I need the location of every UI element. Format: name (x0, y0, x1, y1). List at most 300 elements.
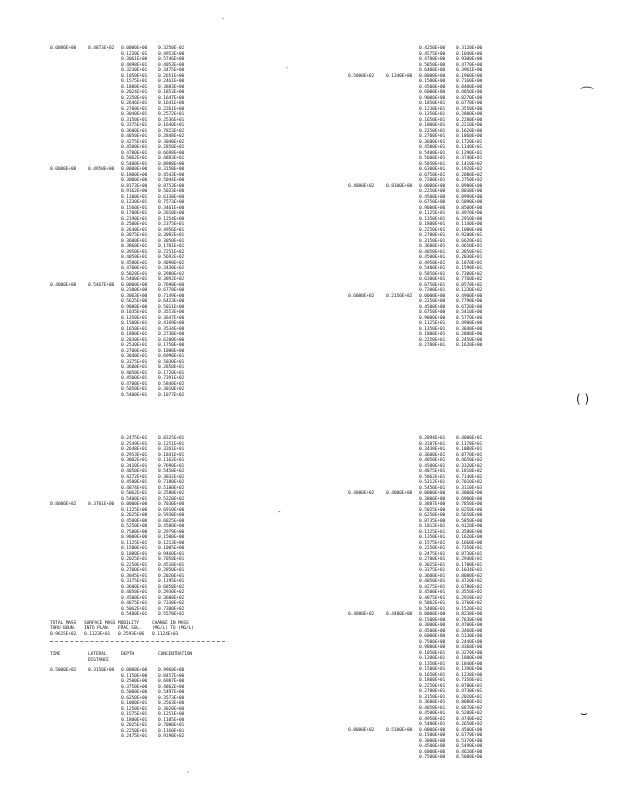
table-cell: 0.4000E+00 (386, 491, 413, 496)
table-cell: 0.2640E+01 (121, 227, 148, 233)
table-cell: 0.5490E+00 (456, 744, 483, 749)
table-cell (50, 658, 88, 664)
table-cell: 0.2375E+01 (158, 222, 185, 227)
table-cell: 0.7380E+02 (158, 606, 185, 612)
table-cell: 0.3061E+00 (121, 57, 148, 62)
table-cell: 0.4500E+01 (419, 463, 446, 469)
table-cell: 0.7180E+02 (158, 480, 185, 485)
table-cell: 0.5020E+01 (121, 271, 148, 277)
table-cell: 0.3050E+01 (158, 238, 185, 244)
table-cell: 0.5450E+02 (158, 469, 185, 474)
table-cell: 0.4050E+01 (121, 255, 148, 260)
table-cell: 0.2250E+01 (419, 683, 446, 689)
table-cell: 0.5180E+02 (158, 485, 185, 491)
table-cell: 0.9000E+00 (121, 535, 148, 540)
table-cell: 0.3040E+02 (158, 139, 185, 145)
table-cell: 0.1040E+00 (456, 51, 483, 57)
table-cell: 0.7760E+02 (456, 277, 483, 282)
table-cell: 0.4275E+01 (121, 139, 148, 145)
table-cell: 0.2475E+01 (419, 551, 446, 557)
table-cell: 0.0000E+00 (419, 183, 446, 189)
table-cell: 0.4050E+01 (419, 458, 446, 463)
table-cell: 0.3150E+01 (121, 117, 148, 123)
table-cell: 0.3600E+01 (419, 244, 446, 249)
table-cell: 0.2894E+01 (419, 436, 446, 441)
table-cell: 0.3550E+02 (456, 590, 483, 595)
corner-mark-top-right: ⌒ (580, 87, 594, 103)
table-cell: 0.3600E+01 (121, 365, 148, 370)
table-cell (158, 658, 190, 664)
table-cell: 0.4874E+01 (121, 485, 148, 491)
table-cell: 0.5000E+02 (348, 73, 375, 79)
table-cell: 0.2500E+01 (121, 222, 148, 227)
table-cell: 0.2010E+00 (158, 211, 185, 216)
table-cell: 0.4510E+01 (158, 562, 185, 568)
table-cell: 0.3040E+01 (121, 112, 148, 117)
table-cell: 0.1650E+01 (121, 326, 148, 332)
table-cell: 0.7500E+00 (419, 639, 446, 645)
table-cell: 0.1034E+01 (456, 568, 483, 573)
table-cell: 0.3150E+00 (88, 668, 115, 673)
table-cell: 0.4275E+01 (419, 584, 446, 590)
table-cell: 0.4050E+01 (121, 134, 148, 139)
table-cell: 0.2651E+00 (158, 73, 185, 79)
table-cell: 0.6670E+02 (456, 705, 483, 711)
table-cell: 0.3320E+02 (456, 463, 483, 469)
table-cell: 0.2440E+00 (456, 639, 483, 645)
table-cell: 0.8500E+00 (456, 205, 483, 211)
table-cell: 0.3600E+01 (121, 238, 148, 244)
table-cell: 0.2700E+01 (121, 106, 148, 112)
table-cell: 0.1800E+01 (419, 123, 446, 128)
table-cell: 0.8080E+02 (456, 573, 483, 579)
table-cell: 0.3961E+00 (456, 68, 483, 73)
table-cell: 0.5320E+02 (158, 496, 185, 502)
table-cell: 0.1012E+01 (419, 524, 446, 529)
table-cell: 0.5130E+00 (456, 634, 483, 639)
table-cell: 0.5600E+01 (419, 156, 446, 161)
table-cell: 0.9000E+00 (121, 304, 148, 310)
table-cell: 0.0000E+00 (419, 612, 446, 617)
table-cell: 0.4700E+01 (121, 266, 148, 271)
table-cell: 0.2250E+01 (419, 546, 446, 551)
table-cell: 0.5044E+00 (158, 178, 185, 183)
table-cell: 0.3375E+01 (419, 568, 446, 573)
table-cell: 0.4500E+01 (121, 260, 148, 266)
table-cell: 0.1125E+01 (419, 321, 446, 326)
table-cell: 0.2020E+01 (456, 694, 483, 700)
table-cell: 0.0000E+00 (121, 46, 148, 51)
table-cell: 0.4620E+00 (456, 749, 483, 755)
table-cell: 0.1640E+01 (158, 123, 185, 128)
table-cell: 0.3887E+00 (419, 502, 446, 507)
table-cell: 0.6620E+01 (456, 238, 483, 244)
table-cell: LATERAL (88, 652, 107, 657)
table-cell: 0.4950E+01 (419, 260, 446, 266)
table-cell: 0.6910E+00 (158, 507, 185, 513)
table-cell: 0.6000E+00 (419, 634, 446, 639)
table-cell (88, 734, 121, 740)
table-cell: 0.1077E+02 (158, 392, 185, 398)
table-cell: 0.4050E+01 (419, 705, 446, 711)
table-cell: 0.1254E+00 (158, 216, 185, 222)
table-cell: 0.0000E+00 (50, 167, 77, 172)
table-cell: 0.1290E+01 (456, 150, 483, 156)
table-cell: 0.1560E+01 (121, 205, 148, 211)
table-cell: 0.8270E+00 (456, 95, 483, 101)
table-cell: 0.2475E+01 (121, 436, 148, 441)
table-cell: 0.0000E+00 (121, 668, 148, 673)
table-cell: 0.1700E+01 (456, 562, 483, 568)
table-cell: 0.0000E+00 (121, 167, 148, 172)
table-cell: 0.1880E+00 (456, 656, 483, 661)
table-cell: 0.2250E+01 (419, 227, 446, 233)
table-cell: 0.1350E+01 (121, 315, 148, 321)
table-cell: 0.5625E+00 (121, 299, 148, 304)
table-cell: CONCENTRATION (158, 652, 193, 657)
table-cell (50, 612, 88, 618)
table-cell: 0.2250E+01 (121, 95, 148, 101)
table-cell: 0.6423E+00 (158, 299, 185, 304)
table-cell: 0.1340E+00 (386, 73, 413, 79)
table-cell: 0.1200E+01 (419, 656, 446, 661)
table-cell: 0.6770E+00 (456, 733, 483, 738)
table-cell: 0.8400E+00 (456, 84, 483, 90)
table-cell: 0.2700E+01 (419, 557, 446, 562)
table-cell: 0.7080E+01 (158, 723, 185, 728)
dashed-rule (50, 641, 225, 642)
table-cell: 0.2250E+00 (419, 299, 446, 304)
table-cell: 0.3075E+01 (121, 233, 148, 238)
table-cell: 0.3600E+01 (419, 452, 446, 458)
table-cell: 0.1701E+01 (158, 244, 185, 249)
table-cell: 0.1800E+01 (419, 332, 446, 337)
table-cell: 0.2250E+01 (419, 337, 446, 343)
table-cell: 0.1800E+01 (419, 678, 446, 683)
table-cell: 0.2750E+02 (456, 178, 483, 183)
table-cell: 0.2800E+00 (456, 332, 483, 337)
table-cell: 0.2250E+01 (419, 128, 446, 134)
table-cell: 0.4650E+02 (456, 458, 483, 463)
table-cell: 0.3600E+01 (121, 584, 148, 590)
table-cell: 0.3750E+00 (121, 684, 148, 690)
table-cell: 0.4700E+01 (121, 150, 148, 156)
table-cell: 0.5930E+00 (158, 513, 185, 518)
table-cell: 0.7030E+00 (158, 502, 185, 507)
table-cell: 0.0000E+00 (121, 502, 148, 507)
table-cell: 0.4958E+00 (88, 167, 115, 172)
table-cell: 0.3092E+01 (158, 233, 185, 238)
table-cell: 0.3410E+01 (121, 463, 148, 469)
table-cell (121, 658, 158, 664)
table-cell: 0.4956E+01 (158, 227, 185, 233)
table-cell: 0.5062E+01 (121, 606, 148, 612)
table-cell: 0.4770E+00 (456, 62, 483, 68)
table-cell: 0.2953E+01 (121, 452, 148, 458)
table-cell: 0.4050E+01 (121, 370, 148, 376)
table-cell: 0.7200E+01 (419, 288, 446, 293)
table-cell: 0.1140E+00 (456, 222, 483, 227)
table-cell: 0.1250E+01 (121, 706, 148, 712)
table-cell: 0.4500E+00 (419, 744, 446, 749)
table-cell: 0.2475E+01 (121, 734, 148, 739)
table-cell: 0.3375E+01 (121, 123, 148, 128)
table-cell (88, 393, 121, 399)
table-cell: 0.1124E+03 (152, 631, 179, 637)
table-cell: 0.2536E+01 (158, 117, 185, 123)
table-cell: 0.3760E+02 (456, 601, 483, 606)
table-cell: 0.1700E+01 (121, 211, 148, 216)
table-cell: 0.3883E+00 (158, 84, 185, 90)
table-cell: 0.5025E+00 (419, 507, 446, 513)
table-cell: 0.3647E+00 (158, 315, 185, 321)
table-cell: 0.1230E+01 (419, 106, 446, 112)
table-cell: 0.4000E+00 (50, 282, 77, 288)
bottom-left-table (50, 436, 225, 740)
table-cell: 0.1810E+02 (456, 469, 483, 474)
table-cell: TOTAL MASS (50, 620, 77, 626)
table-cell: 0.5497E+00 (158, 690, 185, 695)
table-cell: 0.8980E+00 (456, 183, 483, 189)
table-cell: 0.3438E+01 (419, 447, 446, 452)
table-cell: 0.2730E+00 (158, 332, 185, 337)
table-cell: 0.2210E+00 (456, 123, 483, 128)
table-cell: 0.6750E+00 (419, 200, 446, 205)
table-cell: 0.9460E+01 (158, 551, 185, 557)
table-cell: 0.7630E+00 (456, 617, 483, 623)
table-cell: 0.5062E+01 (121, 491, 148, 496)
table-cell: 0.3430E+02 (158, 266, 185, 271)
table-cell: 0.2650E+02 (456, 722, 483, 727)
table-cell: 0.9190E+02 (158, 734, 185, 739)
table-cell: 0.2572E+01 (158, 112, 185, 117)
table-cell: 0.4500E+00 (419, 84, 446, 90)
table-cell: 0.1500E+01 (121, 321, 148, 326)
table-cell: 0.3000E+00 (419, 623, 446, 628)
table-cell: 0.9000E+00 (419, 95, 446, 101)
table-cell: 0.4500E+00 (419, 628, 446, 634)
table-cell: 0.2024E+01 (121, 90, 148, 95)
table-cell: 0.5050E+01 (121, 387, 148, 392)
tick-mark: ˈ (286, 66, 288, 74)
table-cell: 0.1520E+02 (456, 606, 483, 612)
table-cell: 0.1195E+01 (158, 579, 185, 584)
table-cell: 0.5467E+00 (88, 282, 115, 288)
table-cell: 0.1162E+01 (158, 458, 185, 463)
table-cell: 0.8030E+00 (456, 189, 483, 194)
table-cell: 0.1220E-01 (121, 51, 148, 57)
table-cell: 0.6770E+00 (158, 288, 185, 293)
table-cell: TIME (50, 652, 61, 657)
table-cell: 0.5100E+00 (386, 727, 413, 733)
table-cell: 0.5400E+01 (419, 606, 446, 612)
table-cell: 0.9300E+00 (456, 57, 483, 62)
table-cell: 0.4050E+01 (419, 579, 446, 584)
table-cell: 0.7500E+00 (419, 755, 446, 760)
table-cell: 0.6698E+00 (158, 150, 185, 156)
table-cell: 0.4730E+01 (456, 689, 483, 694)
table-cell: 0.8990E+00 (456, 194, 483, 200)
table-cell: 0.4950E+01 (419, 716, 446, 722)
table-cell: 0.1000E+01 (121, 701, 148, 706)
table-cell: 0.4650E+01 (456, 244, 483, 249)
table-cell: 0.4500E+01 (419, 590, 446, 595)
table-cell: 0.5650E+00 (456, 513, 483, 518)
table-cell: 0.7251E+02 (158, 249, 185, 255)
table-cell: 0.6300E+01 (419, 277, 446, 282)
table-cell: 0.2910E+00 (456, 216, 483, 222)
table-cell: 0.4250E+00 (419, 46, 446, 51)
table-cell: 0.9960E+00 (158, 668, 185, 673)
table-cell: 0.3600E+01 (419, 573, 446, 579)
table-cell: 0.4098E+01 (121, 62, 148, 68)
bottom-right-table (348, 436, 488, 761)
table-cell: 0.4862E+00 (158, 684, 185, 690)
table-cell: 0.2979E+00 (158, 529, 185, 535)
table-cell: 0.1500E+00 (158, 535, 185, 540)
table-cell: 0.2030E+01 (456, 255, 483, 260)
table-cell: 0.2646E+01 (121, 101, 148, 106)
table-cell: 0.8780E+01 (456, 683, 483, 689)
table-cell: 0.2700E+01 (419, 343, 446, 348)
table-cell: 0.3553E+00 (158, 310, 185, 315)
table-cell: 0.6770E+00 (456, 101, 483, 106)
table-cell: 0.5200E+02 (456, 711, 483, 716)
table-cell: 0.1647E+00 (158, 95, 185, 101)
table-cell: 0.1720E+01 (158, 370, 185, 376)
table-cell (348, 755, 386, 761)
table-cell: 0.3950E+01 (121, 249, 148, 255)
table-cell: 0.3860E+01 (121, 244, 148, 249)
table-cell: 0.7350E+01 (456, 546, 483, 551)
table-cell: 0.2025E+01 (121, 557, 148, 562)
table-cell: 0.5400E+01 (419, 266, 446, 271)
table-cell: 0.2280E+00 (456, 117, 483, 123)
table-row (50, 734, 225, 740)
table-cell: 0.1860E+00 (456, 134, 483, 139)
table-cell: 0.4000E+02 (348, 491, 375, 496)
table-cell: 0.3040E+01 (121, 354, 148, 359)
table-cell: 0.2500E+00 (121, 679, 148, 684)
table-cell: 0.3250E-02 (158, 46, 185, 51)
table-cell (386, 755, 419, 761)
table-cell: 0.3580E+00 (456, 529, 483, 535)
table-cell: 0.6200E+00 (158, 337, 185, 343)
table-cell: 0.2593E+06 (118, 631, 145, 637)
table-cell: 0.7690E+00 (158, 282, 185, 288)
table-cell: 0.4875E+01 (419, 595, 446, 601)
table-cell: 0.1350E+01 (419, 661, 446, 667)
table-cell: 0.6400E+00 (419, 68, 446, 73)
table-cell: 0.3460E+00 (456, 628, 483, 634)
table-cell: 0.2025E+01 (121, 723, 148, 728)
table-cell: 0.2549E+01 (121, 441, 148, 447)
table-cell: 0.6750E+01 (419, 282, 446, 288)
table-cell: 0.1140E+01 (456, 145, 483, 150)
table-cell: 0.3680E+02 (158, 595, 185, 601)
table-cell: 0.1251E+00 (158, 712, 185, 717)
table-cell: 0.4500E+01 (121, 480, 148, 485)
table-cell: 0.2563E+00 (158, 701, 185, 706)
table-cell: 0.1410E+02 (456, 161, 483, 167)
table-cell: 0.4500E+01 (419, 145, 446, 150)
table-cell: 0.5746E+00 (158, 57, 185, 62)
table-cell: 0.3110E+03 (456, 485, 483, 491)
table-cell: 0.5312E+01 (419, 480, 446, 485)
table-cell: 0.5011E+00 (158, 304, 185, 310)
table-cell: 0.9162E+00 (121, 189, 148, 194)
table-cell: 0.3800E+00 (456, 491, 483, 496)
table-cell: 0.7350E+01 (456, 678, 483, 683)
corner-mark-bottom-right: ⌣ (580, 706, 588, 720)
table-cell: 0.2700E+01 (121, 568, 148, 573)
table-cell: 0.6000E+02 (348, 293, 375, 299)
table-cell: 0.4700E+00 (456, 623, 483, 628)
table-cell: 0.5030E+01 (158, 359, 185, 365)
table-cell: 0.2800E+00 (456, 112, 483, 117)
table-cell: 0.1500E+00 (419, 617, 446, 623)
table-cell: 0.3020E+00 (158, 706, 185, 712)
table-row (50, 393, 190, 399)
table-cell: 0.3032E+02 (158, 474, 185, 480)
table-cell: 0.1800E+01 (121, 551, 148, 557)
table-cell: 0.4575E+00 (419, 51, 446, 57)
table-cell: 0.4000E+02 (348, 183, 375, 189)
table-cell: 0.2625E+00 (121, 513, 148, 518)
table-cell: 0.3375E+01 (121, 579, 148, 584)
table-cell: 0.1620E+00 (456, 343, 483, 348)
table-cell: 0.1641E+00 (158, 101, 185, 106)
table-cell: 0.1500E+01 (121, 546, 148, 551)
table-cell: FRAC.SOL. (118, 626, 142, 631)
table-cell: 0.0000E+00 (50, 46, 77, 51)
table-cell: 0.8770E+01 (456, 452, 483, 458)
table-cell: 0.1650E+01 (419, 672, 446, 678)
table-cell: 0.1590E+01 (456, 266, 483, 271)
table-cell: 0.1350E+01 (419, 326, 446, 332)
table-cell: 0.3892E+02 (158, 277, 185, 282)
table-cell: 0.5080E+00 (456, 755, 483, 760)
table-cell: 0.1050E+01 (419, 650, 446, 656)
table-cell: 0.8080E+02 (456, 700, 483, 705)
table-cell: 0.5062E+01 (121, 156, 148, 161)
table-cell: 0.3000E+00 (419, 738, 446, 744)
table-cell: 0.4050E+01 (121, 469, 148, 474)
table-cell: 0.2250E+01 (121, 562, 148, 568)
table-cell: 0.1105E+00 (158, 717, 185, 723)
table-cell: 0.2980E+02 (158, 271, 185, 277)
table-cell: 0.6250E+00 (419, 513, 446, 518)
table-cell: 0.1500E+00 (419, 79, 446, 84)
table-cell: 0.9000E+00 (419, 645, 446, 650)
table-cell: 0.6780E+02 (456, 584, 483, 590)
table-cell: 0.3740E+01 (456, 156, 483, 161)
table-cell: 0.8100E+00 (386, 183, 413, 189)
table-cell: 0.5400E+01 (419, 150, 446, 156)
table-cell: 0.5410E+00 (456, 310, 483, 315)
table-cell: 0.5062E+01 (419, 474, 446, 480)
table-cell: CHANGE IN MASS (152, 620, 189, 626)
table-cell: 0.1853E+00 (158, 90, 185, 95)
table-cell: 0.5570E+02 (158, 612, 185, 617)
table-cell: 0.4740E+02 (456, 716, 483, 722)
table-cell: 0.3600E+01 (419, 139, 446, 145)
table-cell: 0.1575E+01 (419, 540, 446, 546)
table-cell: 0.4272E+01 (121, 474, 148, 480)
table-cell: 0.0000E+00 (121, 282, 148, 288)
table-cell: 0.1150E+00 (121, 673, 148, 679)
table-cell: 0.1160E+01 (158, 728, 185, 734)
